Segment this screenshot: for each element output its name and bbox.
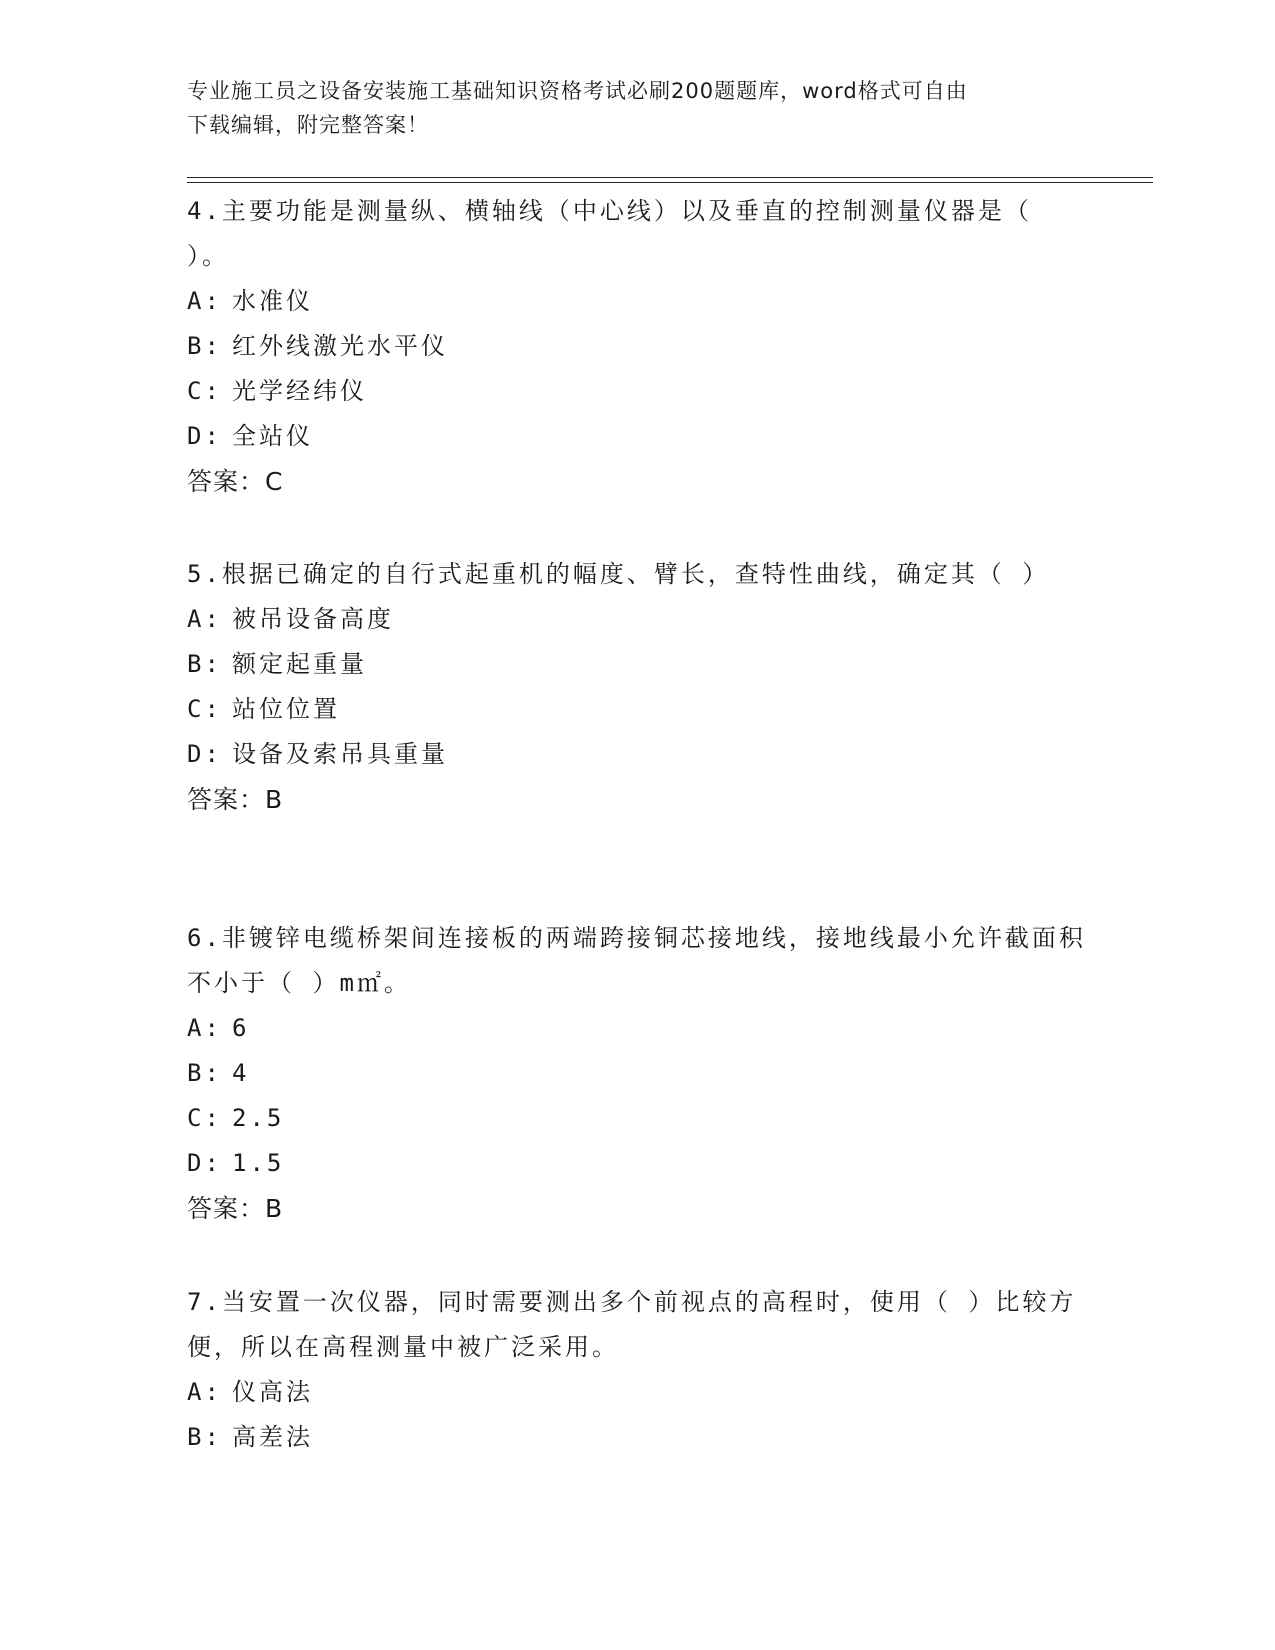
option-text: 1.5 [232,1149,285,1177]
option-b [187,1415,1087,1460]
option-text: 红外线激光水平仪 [232,332,448,360]
option-label: A: [187,605,222,633]
option-d [187,732,1087,777]
option-label: B: [187,1059,222,1087]
option-text: 全站仪 [232,422,313,450]
option-text: 站位位置 [232,695,340,723]
option-label: C: [187,377,222,405]
question-text: 6.非镀锌电缆桥架间连接板的两端跨接铜芯接地线，接地线最小允许截面积不小于（ ）m㎡。 [187,924,1086,997]
option-text: 额定起重量 [232,650,367,678]
header-rule-bottom [187,182,1153,183]
question-block [187,916,1087,1231]
option-label: C: [187,695,222,723]
question-text: 5.根据已确定的自行式起重机的幅度、臂长，查特性曲线，确定其（ ） [187,560,1050,588]
question-block [187,552,1087,822]
header-line-1: 专业施工员之设备安装施工基础知识资格考试必刷200题题库，word格式可自由 [187,79,968,103]
option-text: 2.5 [232,1104,285,1132]
option-c [187,1096,1087,1141]
option-label: A: [187,1014,222,1042]
header-line-2: 下载编辑，附完整答案！ [187,113,429,137]
option-label: D: [187,1149,222,1177]
option-label: B: [187,650,222,678]
option-label: D: [187,740,222,768]
answer-line: 答案：B [187,785,284,814]
option-text: 4 [232,1059,250,1087]
option-text: 被吊设备高度 [232,605,394,633]
option-b [187,642,1087,687]
option-d [187,414,1087,459]
option-label: D: [187,422,222,450]
option-c [187,687,1087,732]
question-text: 4.主要功能是测量纵、横轴线（中心线）以及垂直的控制测量仪器是（ ）。 [187,197,1032,270]
option-a [187,1370,1087,1415]
option-a [187,597,1087,642]
option-label: B: [187,332,222,360]
option-b [187,324,1087,369]
option-label: B: [187,1423,222,1451]
question-text: 7.当安置一次仪器，同时需要测出多个前视点的高程时，使用（ ）比较方便，所以在高程测量中被广泛采用。 [187,1288,1077,1361]
option-text: 设备及索吊具重量 [232,740,448,768]
option-text: 水准仪 [232,287,313,315]
option-text: 仪高法 [232,1378,313,1406]
option-text: 6 [232,1014,250,1042]
header-rule-top [187,177,1153,178]
option-label: C: [187,1104,222,1132]
question-block [187,1280,1087,1460]
option-a [187,1006,1087,1051]
option-d [187,1141,1087,1186]
option-label: A: [187,1378,222,1406]
document-header [187,74,1087,142]
option-b [187,1051,1087,1096]
question-block [187,189,1087,504]
answer-line: 答案：C [187,467,284,496]
option-text: 高差法 [232,1423,313,1451]
option-a [187,279,1087,324]
option-label: A: [187,287,222,315]
answer-line: 答案：B [187,1194,284,1223]
option-text: 光学经纬仪 [232,377,367,405]
option-c [187,369,1087,414]
